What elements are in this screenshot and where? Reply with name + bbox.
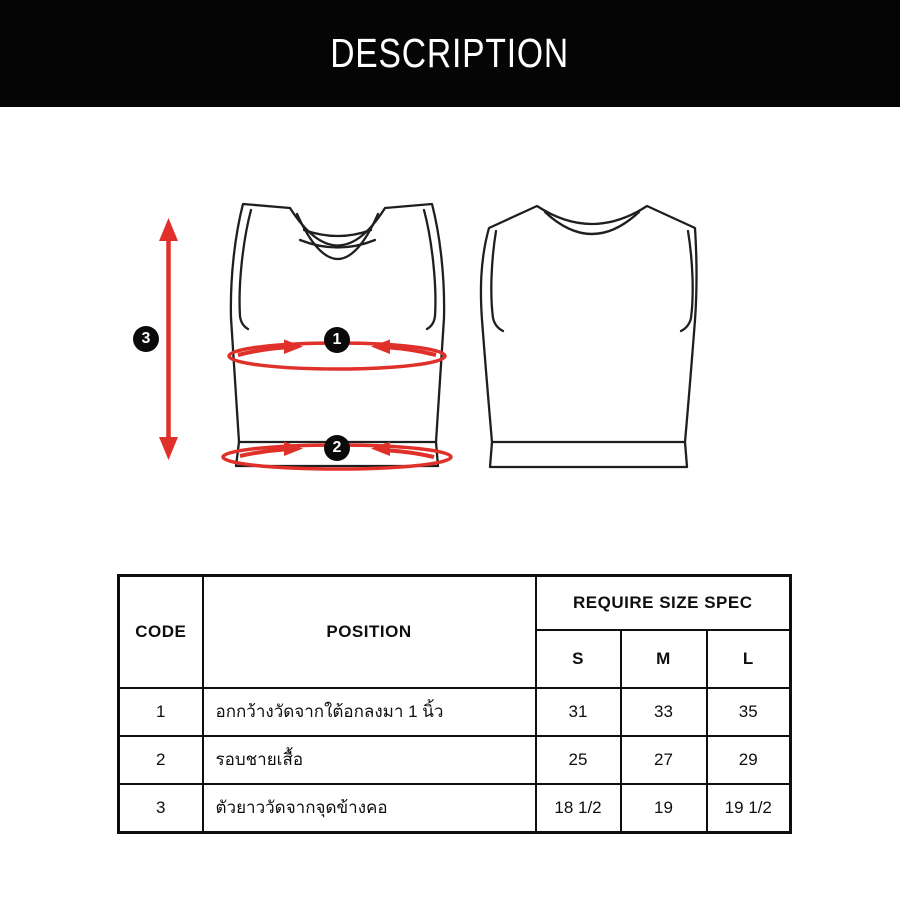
marker-1-label: 1 <box>332 331 342 348</box>
row-size-s: 31 <box>536 688 621 736</box>
row-size-l: 19 1/2 <box>707 784 791 833</box>
table-row <box>119 688 791 736</box>
size-col-s: S <box>536 630 621 688</box>
size-col-m: M <box>621 630 707 688</box>
measure-marker-3 <box>133 326 159 352</box>
table-row <box>119 784 791 833</box>
row-size-m: 19 <box>621 784 707 833</box>
marker-2-label: 2 <box>332 439 342 456</box>
row-position: อกกว้างวัดจากใต้อกลงมา 1 นิ้ว <box>203 688 536 736</box>
size-col-l: L <box>707 630 791 688</box>
row-size-l: 35 <box>707 688 791 736</box>
row-size-l: 29 <box>707 736 791 784</box>
row-position: ตัวยาววัดจากจุดข้างคอ <box>203 784 536 833</box>
size-spec-header: REQUIRE SIZE SPEC <box>536 576 791 630</box>
size-spec-table <box>117 574 792 834</box>
row-size-s: 18 1/2 <box>536 784 621 833</box>
row-code: 1 <box>119 688 203 736</box>
length-arrow <box>159 218 178 460</box>
row-code: 2 <box>119 736 203 784</box>
row-size-m: 27 <box>621 736 707 784</box>
row-size-m: 33 <box>621 688 707 736</box>
back-view-drawing <box>481 206 697 467</box>
marker-3-label: 3 <box>141 330 151 347</box>
position-column-header: POSITION <box>203 576 536 688</box>
row-position: รอบชายเสื้อ <box>203 736 536 784</box>
row-code: 3 <box>119 784 203 833</box>
code-column-header: CODE <box>119 576 203 688</box>
measure-marker-1 <box>324 327 350 353</box>
measure-marker-2 <box>324 435 350 461</box>
row-size-s: 25 <box>536 736 621 784</box>
page-title: DESCRIPTION <box>330 30 570 76</box>
back-body-outline <box>481 206 697 467</box>
table-row <box>119 736 791 784</box>
